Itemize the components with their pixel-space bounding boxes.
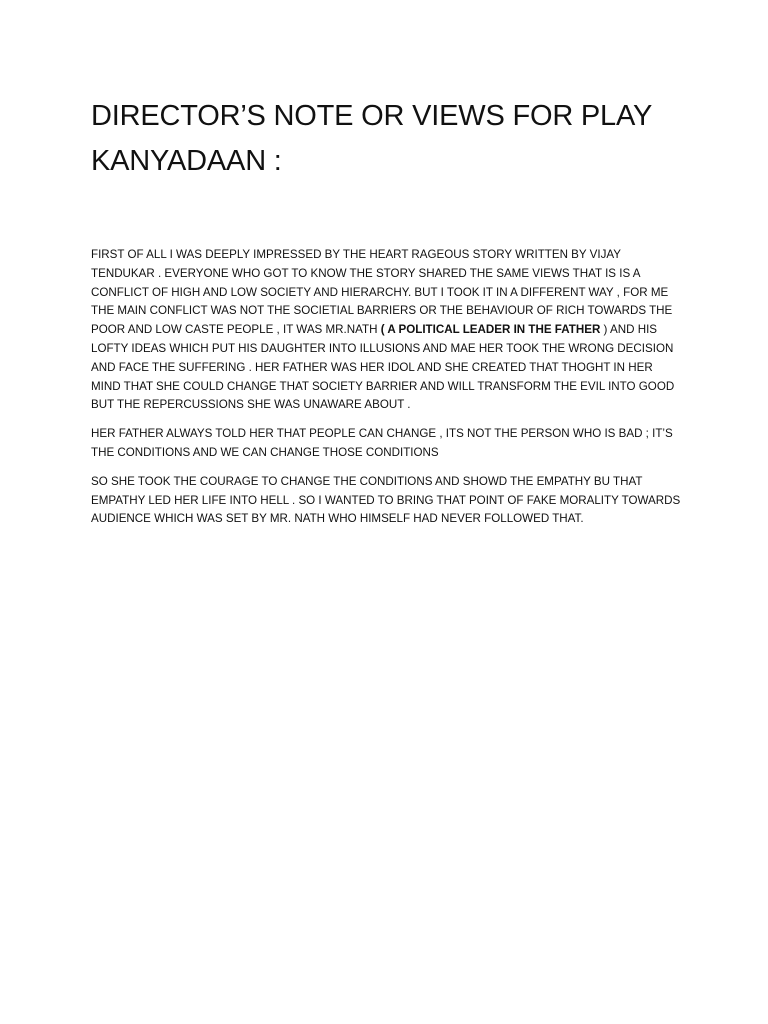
document-body xyxy=(91,246,681,539)
paragraph-1 xyxy=(91,246,681,415)
paragraph-1-bold-text: ( A POLITICAL LEADER IN THE FATHER xyxy=(380,323,601,337)
document-title: DIRECTOR’S NOTE OR VIEWS FOR PLAY KANYADAAN : xyxy=(91,100,652,177)
paragraph-2: HER FATHER ALWAYS TOLD HER THAT PEOPLE CAN CHANGE , ITS NOT THE PERSON WHO IS BAD ; IT’S THE CONDITIONS AND WE CAN CHANGE THOSE CONDITIONS xyxy=(91,427,673,459)
paragraph-1-text-start: FIRST OF ALL I WAS DEEPLY IMPRESSED BY THE HEART RAGEOUS STORY WRITTEN BY VIJAY TENDUKAR . EVERYONE WHO GOT TO KNOW THE STORY SHARED THE SAME VIEWS THAT IS IS A CONFLICT OF HIGH AND LOW SOCIETY AND HIERARCHY. BUT I TOOK IT IN A DIFFERENT WAY , FOR ME THE MAIN CONFLICT WAS NOT THE SOCIETIAL BARRIERS OR THE BEHAVIOUR OF RICH TOWARDS THE POOR AND LOW CASTE PEOPLE , IT WAS MR.NATH xyxy=(91,248,673,337)
paragraph-1-text-end: ) AND HIS LOFTY IDEAS WHICH PUT HIS DAUGHTER INTO ILLUSIONS AND MAE HER TOOK THE WRONG DECISION AND FACE THE SUFFERING . HER FATHER WAS HER IDOL AND SHE CREATED THAT THOGHT IN HER MIND THAT SHE COULD CHANGE THAT SOCIETY BARRIER AND WILL TRANSFORM THE EVIL INTO GOOD BUT THE REPERCUSSIONS SHE WAS UNAWARE ABOUT . xyxy=(91,323,675,412)
paragraph-3: SO SHE TOOK THE COURAGE TO CHANGE THE CONDITIONS AND SHOWD THE EMPATHY BU THAT EMPATHY LED HER LIFE INTO HELL . SO I WANTED TO BRING THAT POINT OF FAKE MORALITY TOWARDS AUDIENCE WHICH WAS SET BY MR. NATH WHO HIMSELF HAD NEVER FOLLOWED THAT. xyxy=(91,474,681,526)
